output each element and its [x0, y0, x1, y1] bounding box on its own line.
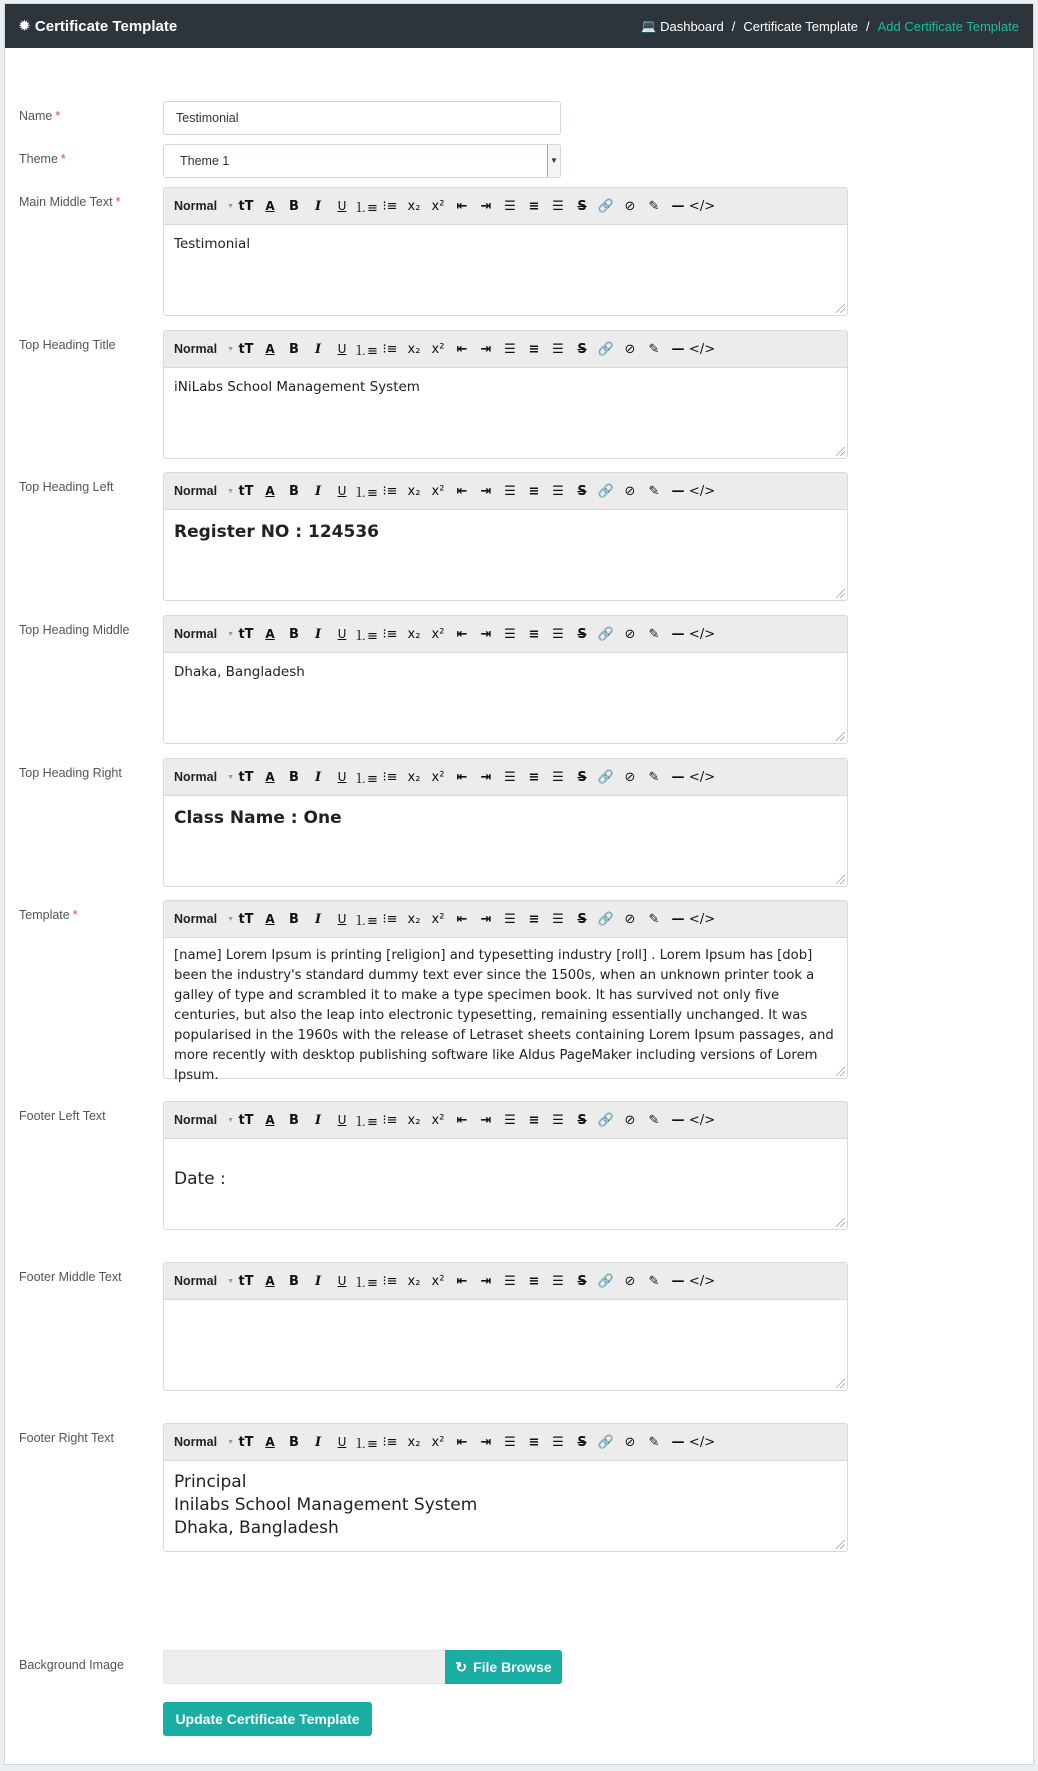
italic-icon[interactable]: I: [314, 911, 322, 927]
editor-content[interactable]: Dhaka, Bangladesh: [174, 664, 305, 680]
text-color-icon[interactable]: A: [265, 912, 275, 926]
ordered-list-icon[interactable]: ⒈≡: [354, 913, 378, 929]
link-icon[interactable]: 🔗: [597, 911, 615, 927]
subscript-icon[interactable]: x₂: [407, 769, 421, 785]
remove-format-icon[interactable]: ✎: [648, 198, 660, 214]
editor-toolbar: [164, 616, 847, 653]
indent-icon[interactable]: ⇥: [480, 341, 492, 357]
align-right-icon[interactable]: ☰: [552, 1273, 564, 1289]
format-select[interactable]: [174, 627, 234, 641]
template-editor[interactable]: [163, 900, 848, 1083]
bullet-list-icon[interactable]: ⁝≡: [382, 1112, 398, 1128]
editor-toolbar: [164, 188, 847, 225]
bullet-list-icon[interactable]: ⁝≡: [382, 1273, 398, 1289]
align-left-icon[interactable]: ☰: [504, 341, 516, 357]
format-select[interactable]: [174, 770, 234, 784]
indent-icon[interactable]: ⇥: [480, 198, 492, 214]
outdent-icon[interactable]: ⇤: [456, 1112, 468, 1128]
subscript-icon[interactable]: x₂: [407, 1434, 421, 1450]
format-select-value: Normal: [174, 627, 218, 641]
font-size-icon[interactable]: tT: [238, 483, 254, 499]
superscript-icon[interactable]: x²: [431, 769, 445, 785]
template-label: Template *: [19, 908, 78, 922]
unlink-icon[interactable]: ⊘: [624, 483, 636, 499]
underline-icon[interactable]: U: [337, 1435, 347, 1449]
font-size-icon[interactable]: tT: [238, 626, 254, 642]
italic-icon[interactable]: I: [314, 769, 322, 785]
align-left-icon[interactable]: ☰: [504, 911, 516, 927]
underline-icon[interactable]: U: [337, 199, 347, 213]
file-browse-label: File Browse: [473, 1659, 552, 1675]
resize-handle[interactable]: [836, 732, 845, 741]
strikethrough-icon[interactable]: S: [577, 198, 587, 214]
ordered-list-icon[interactable]: ⒈≡: [354, 343, 378, 359]
bold-icon[interactable]: B: [289, 911, 299, 927]
outdent-icon[interactable]: ⇤: [456, 1273, 468, 1289]
align-center-icon[interactable]: ≡: [528, 1434, 540, 1450]
bullet-list-icon[interactable]: ⁝≡: [382, 626, 398, 642]
strikethrough-icon[interactable]: S: [577, 911, 587, 927]
font-size-icon[interactable]: tT: [238, 198, 254, 214]
caret-down-icon: ▼: [227, 915, 235, 923]
editor-toolbar: [164, 331, 847, 368]
code-view-icon[interactable]: </>: [688, 341, 716, 357]
laptop-icon: 💻: [641, 19, 657, 33]
dropdown-arrow-icon[interactable]: ▼: [547, 145, 560, 177]
horizontal-rule-icon[interactable]: —: [671, 769, 685, 785]
align-right-icon[interactable]: ☰: [552, 1112, 564, 1128]
unlink-icon[interactable]: ⊘: [624, 1434, 636, 1450]
link-icon[interactable]: 🔗: [597, 1434, 615, 1450]
align-left-icon[interactable]: ☰: [504, 1112, 516, 1128]
align-center-icon[interactable]: ≡: [528, 769, 540, 785]
text-color-icon[interactable]: A: [265, 1274, 275, 1288]
horizontal-rule-icon[interactable]: —: [671, 483, 685, 499]
align-right-icon[interactable]: ☰: [552, 769, 564, 785]
horizontal-rule-icon[interactable]: —: [671, 198, 685, 214]
footer-right-text-editor[interactable]: [163, 1423, 848, 1552]
format-select[interactable]: [174, 1113, 234, 1127]
main-middle-text-editor[interactable]: [163, 187, 848, 316]
outdent-icon[interactable]: ⇤: [456, 483, 468, 499]
bold-icon[interactable]: B: [289, 769, 299, 785]
caret-down-icon: ▼: [227, 487, 235, 495]
text-color-icon[interactable]: A: [265, 1435, 275, 1449]
horizontal-rule-icon[interactable]: —: [671, 341, 685, 357]
certificate-template-panel: [4, 3, 1034, 1765]
update-certificate-template-button[interactable]: Update Certificate Template: [163, 1702, 372, 1736]
indent-icon[interactable]: ⇥: [480, 1434, 492, 1450]
resize-handle[interactable]: [836, 447, 845, 456]
bold-icon[interactable]: B: [289, 341, 299, 357]
caret-down-icon: ▼: [227, 1277, 235, 1285]
top-heading-middle-editor[interactable]: [163, 615, 848, 744]
format-select[interactable]: [174, 1274, 234, 1288]
unlink-icon[interactable]: ⊘: [624, 341, 636, 357]
subscript-icon[interactable]: x₂: [407, 341, 421, 357]
file-browse-button[interactable]: [445, 1650, 562, 1684]
caret-down-icon: ▼: [227, 202, 235, 210]
remove-format-icon[interactable]: ✎: [648, 341, 660, 357]
underline-icon[interactable]: U: [337, 912, 347, 926]
unlink-icon[interactable]: ⊘: [624, 198, 636, 214]
format-select[interactable]: [174, 199, 234, 213]
ordered-list-icon[interactable]: ⒈≡: [354, 771, 378, 787]
caret-down-icon: ▼: [227, 1116, 235, 1124]
bold-icon[interactable]: B: [289, 626, 299, 642]
underline-icon[interactable]: U: [337, 1274, 347, 1288]
bullet-list-icon[interactable]: ⁝≡: [382, 1434, 398, 1450]
font-size-icon[interactable]: tT: [238, 341, 254, 357]
resize-handle[interactable]: [836, 1379, 845, 1388]
link-icon[interactable]: 🔗: [597, 483, 615, 499]
italic-icon[interactable]: I: [314, 1434, 322, 1450]
editor-content[interactable]: Class Name : One: [174, 808, 342, 828]
code-view-icon[interactable]: </>: [688, 769, 716, 785]
text-color-icon[interactable]: A: [265, 770, 275, 784]
superscript-icon[interactable]: x²: [431, 483, 445, 499]
font-size-icon[interactable]: tT: [238, 1112, 254, 1128]
breadcrumb-separator: /: [865, 18, 870, 34]
strikethrough-icon[interactable]: S: [577, 1273, 587, 1289]
underline-icon[interactable]: U: [337, 770, 347, 784]
align-right-icon[interactable]: ☰: [552, 341, 564, 357]
outdent-icon[interactable]: ⇤: [456, 341, 468, 357]
page-title-text: Certificate Template: [34, 17, 178, 35]
underline-icon[interactable]: U: [337, 484, 347, 498]
superscript-icon[interactable]: x²: [431, 341, 445, 357]
strikethrough-icon[interactable]: S: [577, 341, 587, 357]
bullet-list-icon[interactable]: ⁝≡: [382, 341, 398, 357]
ordered-list-icon[interactable]: ⒈≡: [354, 628, 378, 644]
italic-icon[interactable]: I: [314, 483, 322, 499]
footer-left-text-label: Footer Left Text: [19, 1109, 106, 1123]
subscript-icon[interactable]: x₂: [407, 1112, 421, 1128]
code-view-icon[interactable]: </>: [688, 1273, 716, 1289]
align-right-icon[interactable]: ☰: [552, 198, 564, 214]
theme-select-value: Theme 1: [180, 154, 230, 168]
indent-icon[interactable]: ⇥: [480, 626, 492, 642]
underline-icon[interactable]: U: [337, 1113, 347, 1127]
align-right-icon[interactable]: ☰: [552, 626, 564, 642]
theme-label: Theme *: [19, 152, 66, 166]
bold-icon[interactable]: B: [289, 1112, 299, 1128]
underline-icon[interactable]: U: [337, 342, 347, 356]
footer-right-line: Inilabs School Management System: [174, 1495, 478, 1515]
breadcrumb-add-certificate-template: Add Certificate Template: [877, 18, 1019, 34]
indent-icon[interactable]: ⇥: [480, 1112, 492, 1128]
align-right-icon[interactable]: ☰: [552, 483, 564, 499]
editor-content[interactable]: Testimonial: [174, 236, 251, 252]
format-select-value: Normal: [174, 1435, 218, 1449]
refresh-icon: ↻: [455, 1658, 468, 1675]
horizontal-rule-icon[interactable]: —: [671, 1434, 685, 1450]
code-view-icon[interactable]: </>: [688, 1112, 716, 1128]
footer-right-line: Dhaka, Bangladesh: [174, 1518, 339, 1538]
align-center-icon[interactable]: ≡: [528, 1273, 540, 1289]
text-color-icon[interactable]: A: [265, 627, 275, 641]
strikethrough-icon[interactable]: S: [577, 1112, 587, 1128]
code-view-icon[interactable]: </>: [688, 626, 716, 642]
ordered-list-icon[interactable]: ⒈≡: [354, 200, 378, 216]
editor-content[interactable]: iNiLabs School Management System: [174, 379, 420, 395]
subscript-icon[interactable]: x₂: [407, 483, 421, 499]
name-input[interactable]: Testimonial: [163, 101, 561, 135]
bold-icon[interactable]: B: [289, 1434, 299, 1450]
font-size-icon[interactable]: tT: [238, 1434, 254, 1450]
align-left-icon[interactable]: ☰: [504, 1273, 516, 1289]
bullet-list-icon[interactable]: ⁝≡: [382, 911, 398, 927]
resize-handle[interactable]: [836, 1218, 845, 1227]
text-color-icon[interactable]: A: [265, 199, 275, 213]
align-right-icon[interactable]: ☰: [552, 1434, 564, 1450]
top-heading-title-label: Top Heading Title: [19, 338, 116, 352]
superscript-icon[interactable]: x²: [431, 198, 445, 214]
align-right-icon[interactable]: ☰: [552, 911, 564, 927]
indent-icon[interactable]: ⇥: [480, 1273, 492, 1289]
align-left-icon[interactable]: ☰: [504, 626, 516, 642]
format-select-value: Normal: [174, 1274, 218, 1288]
align-center-icon[interactable]: ≡: [528, 341, 540, 357]
bullet-list-icon[interactable]: ⁝≡: [382, 483, 398, 499]
outdent-icon[interactable]: ⇤: [456, 1434, 468, 1450]
editor-toolbar: [164, 1263, 847, 1300]
code-view-icon[interactable]: </>: [688, 911, 716, 927]
bullet-list-icon[interactable]: ⁝≡: [382, 769, 398, 785]
remove-format-icon[interactable]: ✎: [648, 769, 660, 785]
link-icon[interactable]: 🔗: [597, 1112, 615, 1128]
align-center-icon[interactable]: ≡: [528, 483, 540, 499]
text-color-icon[interactable]: A: [265, 1113, 275, 1127]
format-select-value: Normal: [174, 484, 218, 498]
format-select[interactable]: [174, 1435, 234, 1449]
align-left-icon[interactable]: ☰: [504, 769, 516, 785]
superscript-icon[interactable]: x²: [431, 911, 445, 927]
unlink-icon[interactable]: ⊘: [624, 626, 636, 642]
italic-icon[interactable]: I: [314, 626, 322, 642]
bold-icon[interactable]: B: [289, 483, 299, 499]
resize-handle[interactable]: [836, 304, 845, 313]
font-size-icon[interactable]: tT: [238, 1273, 254, 1289]
superscript-icon[interactable]: x²: [431, 1112, 445, 1128]
subscript-icon[interactable]: x₂: [407, 198, 421, 214]
format-select[interactable]: [174, 912, 234, 926]
format-select[interactable]: [174, 484, 234, 498]
bullet-list-icon[interactable]: ⁝≡: [382, 198, 398, 214]
align-center-icon[interactable]: ≡: [528, 626, 540, 642]
outdent-icon[interactable]: ⇤: [456, 769, 468, 785]
format-select-value: Normal: [174, 199, 218, 213]
resize-handle[interactable]: [836, 1540, 845, 1549]
outdent-icon[interactable]: ⇤: [456, 911, 468, 927]
strikethrough-icon[interactable]: S: [577, 769, 587, 785]
align-left-icon[interactable]: ☰: [504, 198, 516, 214]
top-heading-right-editor[interactable]: [163, 758, 848, 887]
italic-icon[interactable]: I: [314, 198, 322, 214]
remove-format-icon[interactable]: ✎: [648, 626, 660, 642]
format-select-value: Normal: [174, 1113, 218, 1127]
outdent-icon[interactable]: ⇤: [456, 198, 468, 214]
link-icon[interactable]: 🔗: [597, 198, 615, 214]
footer-right-text-label: Footer Right Text: [19, 1431, 114, 1445]
background-image-label: Background Image: [19, 1658, 124, 1672]
link-icon[interactable]: 🔗: [597, 626, 615, 642]
top-heading-right-label: Top Heading Right: [19, 766, 122, 780]
font-size-icon[interactable]: tT: [238, 911, 254, 927]
format-select-value: Normal: [174, 342, 218, 356]
panel-header: [5, 4, 1033, 48]
breadcrumb-dashboard[interactable]: Dashboard: [660, 18, 724, 34]
link-icon[interactable]: 🔗: [597, 341, 615, 357]
code-view-icon[interactable]: </>: [688, 198, 716, 214]
subscript-icon[interactable]: x₂: [407, 911, 421, 927]
editor-toolbar: [164, 1102, 847, 1139]
top-heading-left-editor[interactable]: [163, 472, 848, 601]
strikethrough-icon[interactable]: S: [577, 1434, 587, 1450]
superscript-icon[interactable]: x²: [431, 1273, 445, 1289]
unlink-icon[interactable]: ⊘: [624, 911, 636, 927]
resize-handle[interactable]: [836, 589, 845, 598]
unlink-icon[interactable]: ⊘: [624, 1273, 636, 1289]
theme-select[interactable]: [163, 144, 561, 178]
horizontal-rule-icon[interactable]: —: [671, 1273, 685, 1289]
footer-middle-text-label: Footer Middle Text: [19, 1270, 122, 1284]
strikethrough-icon[interactable]: S: [577, 626, 587, 642]
editor-toolbar: [164, 1424, 847, 1461]
editor-toolbar: [164, 901, 847, 938]
text-color-icon[interactable]: A: [265, 484, 275, 498]
breadcrumb: [641, 19, 1019, 34]
link-icon[interactable]: 🔗: [597, 1273, 615, 1289]
horizontal-rule-icon[interactable]: —: [671, 911, 685, 927]
resize-handle[interactable]: [836, 875, 845, 884]
horizontal-rule-icon[interactable]: —: [671, 626, 685, 642]
footer-right-line: Principal: [174, 1472, 247, 1492]
format-select[interactable]: [174, 342, 234, 356]
resize-handle[interactable]: [836, 1067, 845, 1076]
subscript-icon[interactable]: x₂: [407, 1273, 421, 1289]
page-title: [19, 18, 177, 35]
font-size-icon[interactable]: tT: [238, 769, 254, 785]
remove-format-icon[interactable]: ✎: [648, 911, 660, 927]
unlink-icon[interactable]: ⊘: [624, 769, 636, 785]
italic-icon[interactable]: I: [314, 1273, 322, 1289]
name-label: Name *: [19, 109, 61, 123]
outdent-icon[interactable]: ⇤: [456, 626, 468, 642]
italic-icon[interactable]: I: [314, 1112, 322, 1128]
caret-down-icon: ▼: [227, 345, 235, 353]
top-heading-left-label: Top Heading Left: [19, 480, 114, 494]
format-select-value: Normal: [174, 912, 218, 926]
unlink-icon[interactable]: ⊘: [624, 1112, 636, 1128]
ordered-list-icon[interactable]: ⒈≡: [354, 1114, 378, 1130]
align-center-icon[interactable]: ≡: [528, 1112, 540, 1128]
ordered-list-icon[interactable]: ⒈≡: [354, 1275, 378, 1291]
remove-format-icon[interactable]: ✎: [648, 1434, 660, 1450]
ordered-list-icon[interactable]: ⒈≡: [354, 485, 378, 501]
align-center-icon[interactable]: ≡: [528, 911, 540, 927]
footer-middle-text-editor[interactable]: [163, 1262, 848, 1391]
gear-icon: ✹: [19, 18, 30, 33]
bold-icon[interactable]: B: [289, 198, 299, 214]
remove-format-icon[interactable]: ✎: [648, 483, 660, 499]
align-center-icon[interactable]: ≡: [528, 198, 540, 214]
breadcrumb-separator: /: [731, 18, 736, 34]
superscript-icon[interactable]: x²: [431, 1434, 445, 1450]
ordered-list-icon[interactable]: ⒈≡: [354, 1436, 378, 1452]
caret-down-icon: ▼: [227, 630, 235, 638]
align-left-icon[interactable]: ☰: [504, 483, 516, 499]
caret-down-icon: ▼: [227, 1438, 235, 1446]
italic-icon[interactable]: I: [314, 341, 322, 357]
top-heading-middle-label: Top Heading Middle: [19, 623, 130, 637]
bold-icon[interactable]: B: [289, 1273, 299, 1289]
footer-left-text-editor[interactable]: [163, 1101, 848, 1230]
breadcrumb-certificate-template[interactable]: Certificate Template: [743, 18, 858, 34]
editor-content[interactable]: [name] Lorem Ipsum is printing [religion] and typesetting industry [roll] . Lorem Ipsum has [dob] been the industry's standard dummy text ever since the 1500s, when an unknown printer took a galley of type and scrambled it to make a type specimen book. It has survived not only five centuries, but also the leap into electronic typesetting, remaining essentially unchanged. It was popularised in the 1960s with the release of Letraset sheets containing Lorem Ipsum passages, and more recently with desktop publishing software like Aldus PageMaker including versions of Lorem Ipsum.: [174, 948, 834, 1083]
subscript-icon[interactable]: x₂: [407, 626, 421, 642]
editor-content[interactable]: Date :: [174, 1169, 226, 1189]
format-select-value: Normal: [174, 770, 218, 784]
indent-icon[interactable]: ⇥: [480, 483, 492, 499]
superscript-icon[interactable]: x²: [431, 626, 445, 642]
remove-format-icon[interactable]: ✎: [648, 1273, 660, 1289]
caret-down-icon: ▼: [227, 773, 235, 781]
link-icon[interactable]: 🔗: [597, 769, 615, 785]
background-image-input[interactable]: [163, 1650, 446, 1684]
editor-content[interactable]: [164, 1461, 847, 1551]
indent-icon[interactable]: ⇥: [480, 911, 492, 927]
horizontal-rule-icon[interactable]: —: [671, 1112, 685, 1128]
editor-content[interactable]: Register NO : 124536: [174, 522, 379, 542]
indent-icon[interactable]: ⇥: [480, 769, 492, 785]
editor-toolbar: [164, 759, 847, 796]
editor-toolbar: [164, 473, 847, 510]
align-left-icon[interactable]: ☰: [504, 1434, 516, 1450]
underline-icon[interactable]: U: [337, 627, 347, 641]
text-color-icon[interactable]: A: [265, 342, 275, 356]
code-view-icon[interactable]: </>: [688, 483, 716, 499]
code-view-icon[interactable]: </>: [688, 1434, 716, 1450]
remove-format-icon[interactable]: ✎: [648, 1112, 660, 1128]
editor-content[interactable]: [164, 1300, 847, 1390]
strikethrough-icon[interactable]: S: [577, 483, 587, 499]
top-heading-title-editor[interactable]: [163, 330, 848, 459]
main-middle-text-label: Main Middle Text *: [19, 195, 121, 209]
